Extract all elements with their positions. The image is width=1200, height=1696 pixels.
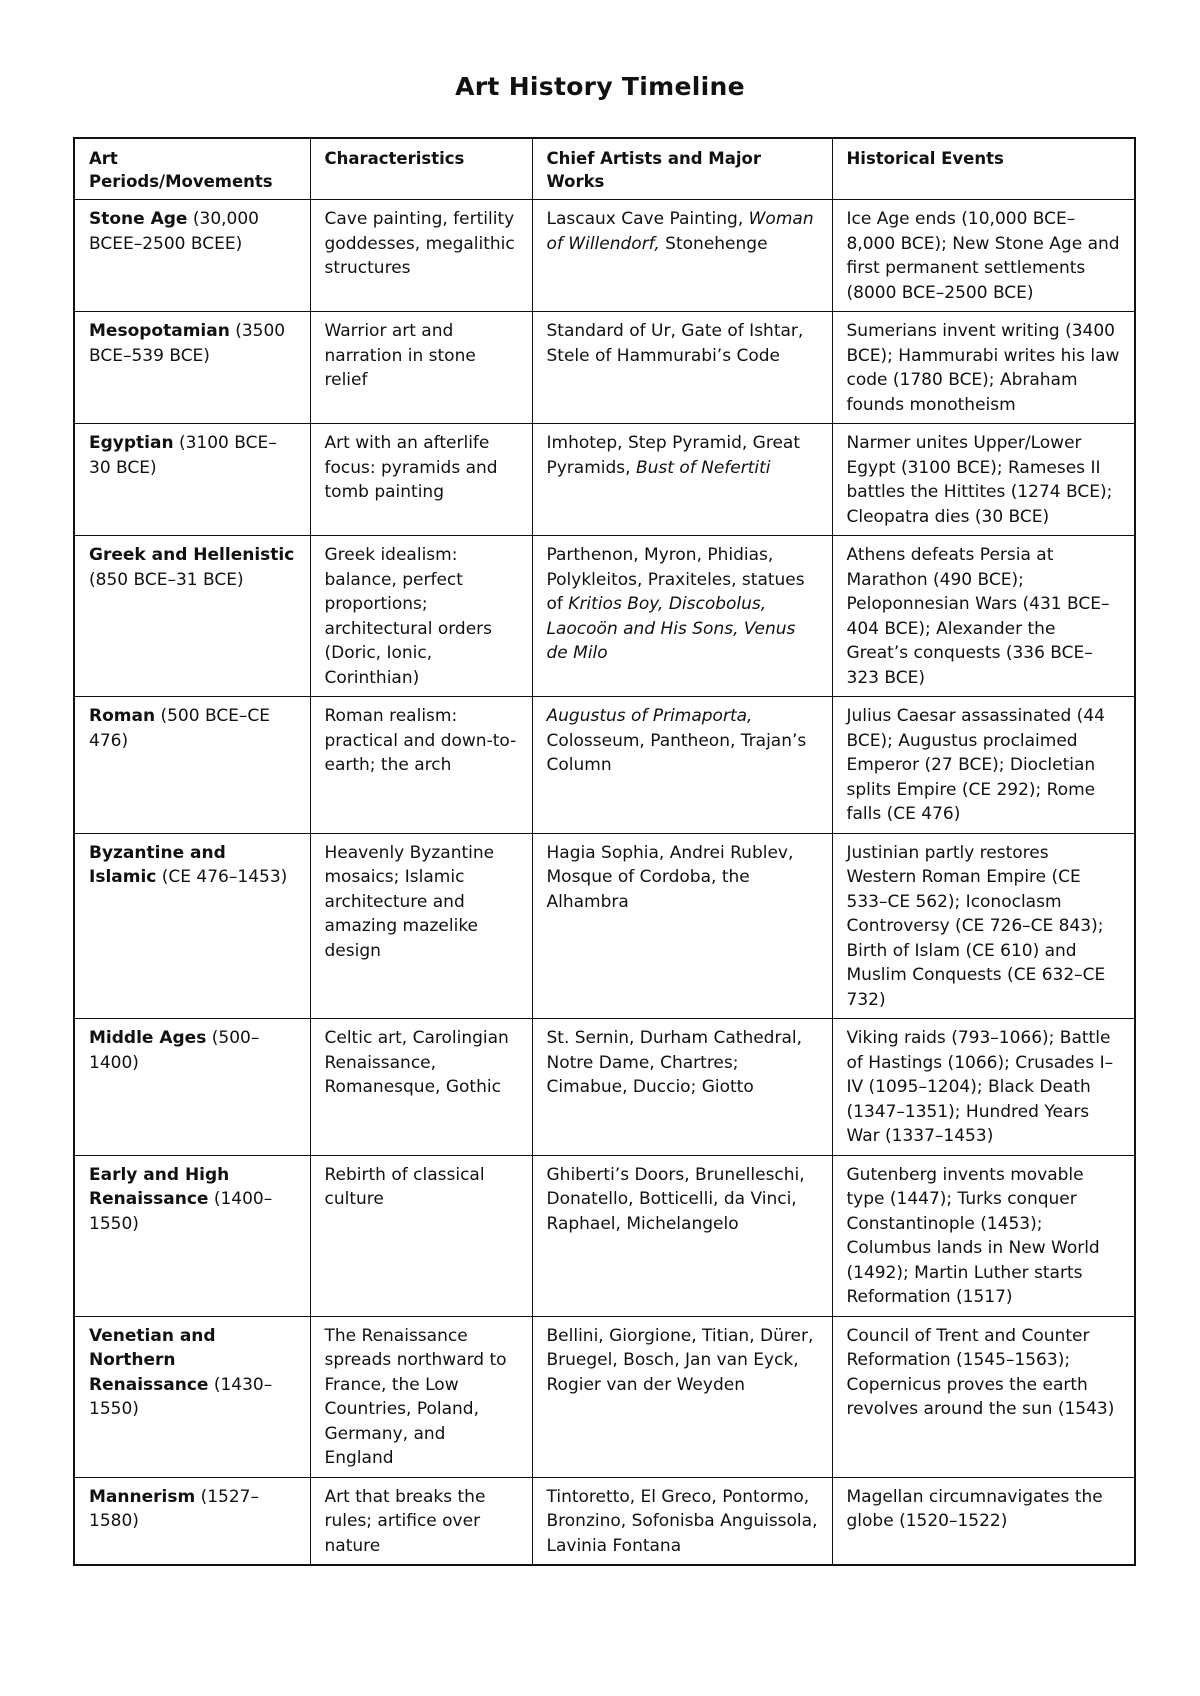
events-cell: Athens defeats Persia at Marathon (490 BCE); Peloponnesian Wars (431 BCE–404 BCE); Alexander the Great’s conquests (336 BCE–323 BCE) [832, 536, 1135, 697]
artwork-title: Woman of Willendorf, [546, 209, 814, 254]
period-dates: (CE 476–1453) [156, 867, 288, 887]
period-dates: (1400–1550) [89, 1189, 273, 1234]
artists-cell [532, 536, 832, 697]
artists-text: Standard of Ur, Gate of Ishtar, Stele of Hammurabi’s Code [546, 321, 804, 366]
header-characteristics: Characteristics [310, 138, 532, 200]
table-row [74, 697, 1135, 834]
events-cell: Council of Trent and Counter Reformation (1545–1563); Copernicus proves the earth revolves around the sun (1543) [832, 1316, 1135, 1477]
artists-text: Ghiberti’s Doors, Brunelleschi, Donatello, Botticelli, da Vinci, Raphael, Michelangelo [546, 1164, 805, 1234]
table-row [74, 1019, 1135, 1156]
artists-text: Colosseum, Pantheon, Trajan’s Column [546, 730, 807, 775]
period-name: Byzantine and Islamic [89, 842, 226, 887]
period-cell [74, 200, 310, 312]
period-dates: (500–1400) [89, 1028, 260, 1073]
characteristics-cell: Warrior art and narration in stone relief [310, 312, 532, 424]
artists-text: Stonehenge [659, 233, 768, 254]
characteristics-cell: The Renaissance spreads northward to France, the Low Countries, Poland, Germany, and England [310, 1316, 532, 1477]
artists-text: St. Sernin, Durham Cathedral, Notre Dame, Chartres; Cimabue, Duccio; Giotto [546, 1028, 803, 1097]
period-dates: (30,000 BCEE–2500 BCEE) [89, 209, 259, 254]
events-cell: Gutenberg invents movable type (1447); Turks conquer Constantinople (1453); Columbus lands in New World (1492); Martin Luther starts Reformation (1517) [832, 1155, 1135, 1316]
events-cell: Justinian partly restores Western Roman Empire (CE 533–CE 562); Iconoclasm Controversy (CE 726–CE 843); Birth of Islam (CE 610) and Muslim Conquests (CE 632–CE 732) [832, 833, 1135, 1019]
period-dates: (1430–1550) [89, 1374, 273, 1419]
artists-cell [532, 1477, 832, 1565]
artwork-title: Augustus of Primaporta, [546, 706, 753, 726]
artists-cell [532, 312, 832, 424]
header-art-periods: Art Periods/Movements [74, 138, 310, 200]
table-row [74, 1155, 1135, 1316]
period-cell [74, 1019, 310, 1156]
period-cell [74, 424, 310, 536]
artists-cell [532, 1019, 832, 1156]
characteristics-cell: Heavenly Byzantine mosaics; Islamic architecture and amazing mazelike design [310, 833, 532, 1019]
period-name: Roman [89, 706, 156, 726]
events-cell: Viking raids (793–1066); Battle of Hastings (1066); Crusades I–IV (1095–1204); Black Death (1347–1351); Hundred Years War (1337–1453) [832, 1019, 1135, 1156]
table-row [74, 312, 1135, 424]
table-body [74, 200, 1135, 1566]
table-row [74, 424, 1135, 536]
events-cell: Magellan circumnavigates the globe (1520–1522) [832, 1477, 1135, 1565]
period-name: Egyptian [89, 433, 174, 453]
artists-cell [532, 1155, 832, 1316]
characteristics-cell: Celtic art, Carolingian Renaissance, Romanesque, Gothic [310, 1019, 532, 1156]
period-name: Mannerism [89, 1486, 196, 1507]
characteristics-cell: Roman realism: practical and down-to-earth; the arch [310, 697, 532, 834]
characteristics-cell: Rebirth of classical culture [310, 1155, 532, 1316]
period-dates: (500 BCE–CE 476) [89, 706, 271, 751]
table-row [74, 200, 1135, 312]
artwork-title: Kritios Boy, Discobolus, Laocoön and His Sons, Venus de Milo [546, 594, 796, 663]
period-name: Early and High Renaissance [89, 1164, 230, 1209]
page-title: Art History Timeline [455, 72, 745, 101]
table-header-row [74, 138, 1135, 200]
period-name: Mesopotamian [89, 321, 230, 341]
artists-text: Bellini, Giorgione, Titian, Dürer, Bruegel, Bosch, Jan van Eyck, Rogier van der Weyden [546, 1325, 814, 1395]
period-dates: (1527–1580) [89, 1486, 259, 1531]
period-cell [74, 1155, 310, 1316]
period-cell [74, 1316, 310, 1477]
events-cell: Narmer unites Upper/Lower Egypt (3100 BCE); Rameses II battles the Hittites (1274 BCE); Cleopatra dies (30 BCE) [832, 424, 1135, 536]
period-name: Venetian and Northern Renaissance [89, 1325, 216, 1395]
period-cell [74, 697, 310, 834]
table-row [74, 1477, 1135, 1565]
period-dates: (3100 BCE–30 BCE) [89, 433, 277, 478]
table-row [74, 1316, 1135, 1477]
period-cell [74, 833, 310, 1019]
artists-cell [532, 833, 832, 1019]
artists-cell [532, 1316, 832, 1477]
artists-text: Imhotep, Step Pyramid, Great Pyramids, [546, 433, 801, 478]
period-cell [74, 312, 310, 424]
table-row [74, 536, 1135, 697]
events-cell: Julius Caesar assassinated (44 BCE); Augustus proclaimed Emperor (27 BCE); Diocletian splits Empire (CE 292); Rome falls (CE 476) [832, 697, 1135, 834]
header-historical-events: Historical Events [832, 138, 1135, 200]
characteristics-cell: Greek idealism: balance, perfect proportions; architectural orders (Doric, Ionic, Corinthian) [310, 536, 532, 697]
table-row [74, 833, 1135, 1019]
artists-cell [532, 424, 832, 536]
artists-text: Parthenon, Myron, Phidias, Polykleitos, Praxiteles, statues of [546, 545, 805, 614]
period-dates: (3500 BCE–539 BCE) [89, 321, 286, 366]
characteristics-cell: Art that breaks the rules; artifice over nature [310, 1477, 532, 1565]
period-dates: (850 BCE–31 BCE) [89, 569, 244, 590]
events-cell: Sumerians invent writing (3400 BCE); Hammurabi writes his law code (1780 BCE); Abraham founds monotheism [832, 312, 1135, 424]
artists-text: Hagia Sophia, Andrei Rublev, Mosque of Cordoba, the Alhambra [546, 842, 794, 912]
artists-text: Tintoretto, El Greco, Pontormo, Bronzino, Sofonisba Anguissola, Lavinia Fontana [546, 1486, 818, 1556]
art-history-table [73, 137, 1136, 1566]
artists-cell [532, 697, 832, 834]
period-cell [74, 536, 310, 697]
events-cell: Ice Age ends (10,000 BCE–8,000 BCE); New Stone Age and first permanent settlements (8000 BCE–2500 BCE) [832, 200, 1135, 312]
period-name: Middle Ages [89, 1028, 207, 1048]
characteristics-cell: Cave painting, fertility goddesses, megalithic structures [310, 200, 532, 312]
period-name: Stone Age [89, 209, 188, 229]
artwork-title: Bust of Nefertiti [635, 457, 771, 478]
artists-text: Lascaux Cave Painting, [546, 209, 749, 229]
period-cell [74, 1477, 310, 1565]
artists-cell [532, 200, 832, 312]
characteristics-cell: Art with an afterlife focus: pyramids and tomb painting [310, 424, 532, 536]
period-name: Greek and Hellenistic [89, 545, 295, 565]
header-chief-artists: Chief Artists and Major Works [532, 138, 832, 200]
